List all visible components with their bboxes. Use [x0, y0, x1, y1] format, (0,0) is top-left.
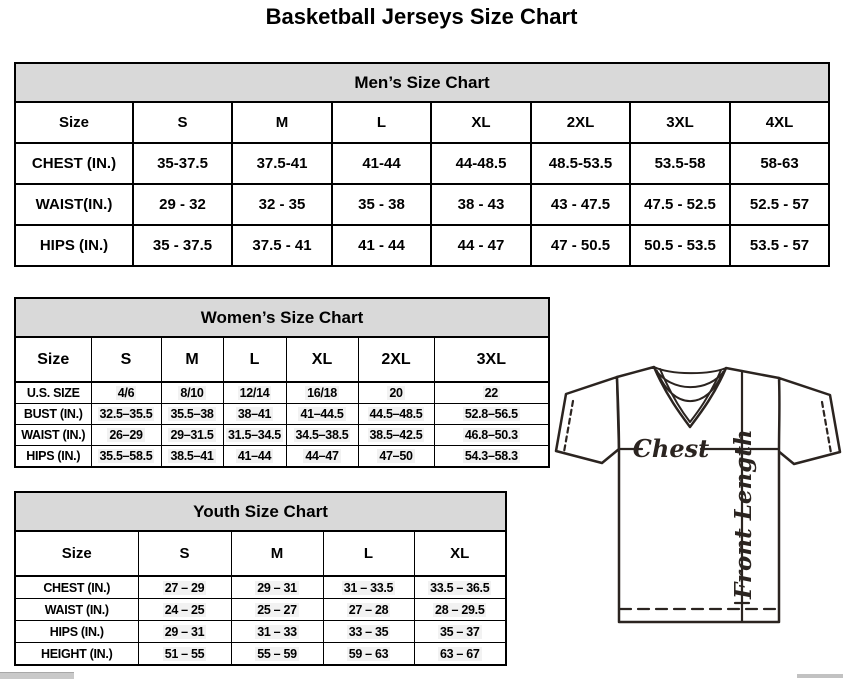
column-header: S — [138, 531, 231, 576]
size-value-cell: 46.8–50.3 — [434, 425, 549, 446]
size-value-cell: 12/14 — [223, 382, 286, 404]
youth-size-chart-table — [14, 491, 507, 666]
column-header: Size — [15, 337, 91, 382]
size-value-cell: 29 – 31 — [231, 576, 323, 599]
size-value-cell: 35-37.5 — [133, 143, 232, 184]
size-value-cell: 44 - 47 — [431, 225, 531, 266]
size-value-cell: 63 – 67 — [414, 643, 506, 666]
size-value-cell: 20 — [358, 382, 434, 404]
column-header: Size — [15, 531, 138, 576]
size-value-cell: 37.5 - 41 — [232, 225, 332, 266]
size-value-cell: 35 - 38 — [332, 184, 431, 225]
jersey-icon — [553, 359, 843, 651]
column-header: L — [223, 337, 286, 382]
size-value-cell: 53.5-58 — [630, 143, 730, 184]
column-header-row — [15, 531, 506, 576]
womens-size-chart-table — [14, 297, 550, 468]
row-label: HEIGHT (IN.) — [15, 643, 138, 666]
column-header: 2XL — [531, 102, 630, 143]
size-value-cell: 41-44 — [332, 143, 431, 184]
table-row — [15, 382, 549, 404]
column-header: S — [133, 102, 232, 143]
size-value-cell: 33 – 35 — [323, 621, 414, 643]
size-value-cell: 35.5–38 — [161, 404, 223, 425]
size-value-cell: 50.5 - 53.5 — [630, 225, 730, 266]
chest-label: Chest — [632, 434, 710, 463]
size-value-cell: 31.5–34.5 — [223, 425, 286, 446]
column-header-row — [15, 102, 829, 143]
column-header: L — [332, 102, 431, 143]
womens-table-title: Women’s Size Chart — [15, 298, 549, 337]
row-label: WAIST (IN.) — [15, 599, 138, 621]
size-value-cell: 16/18 — [286, 382, 358, 404]
size-value-cell: 54.3–58.3 — [434, 446, 549, 468]
size-value-cell: 47.5 - 52.5 — [630, 184, 730, 225]
size-value-cell: 58-63 — [730, 143, 829, 184]
scrollbar-fragment-right[interactable] — [797, 674, 843, 678]
mens-table-title: Men’s Size Chart — [15, 63, 829, 102]
size-value-cell: 43 - 47.5 — [531, 184, 630, 225]
size-value-cell: 22 — [434, 382, 549, 404]
table-title-row — [15, 298, 549, 337]
column-header: M — [161, 337, 223, 382]
table-row — [15, 643, 506, 666]
column-header: 2XL — [358, 337, 434, 382]
size-value-cell: 31 – 33 — [231, 621, 323, 643]
size-value-cell: 27 – 29 — [138, 576, 231, 599]
size-value-cell: 41 - 44 — [332, 225, 431, 266]
table-row — [15, 576, 506, 599]
youth-table-title: Youth Size Chart — [15, 492, 506, 531]
size-value-cell: 32.5–35.5 — [91, 404, 161, 425]
size-value-cell: 44-48.5 — [431, 143, 531, 184]
row-label: WAIST (IN.) — [15, 425, 91, 446]
size-value-cell: 4/6 — [91, 382, 161, 404]
size-value-cell: 44.5–48.5 — [358, 404, 434, 425]
column-header-row — [15, 337, 549, 382]
column-header: 3XL — [434, 337, 549, 382]
size-value-cell: 48.5-53.5 — [531, 143, 630, 184]
jersey-measurement-diagram — [553, 359, 843, 651]
row-label: WAIST(IN.) — [15, 184, 133, 225]
size-value-cell: 31 – 33.5 — [323, 576, 414, 599]
table-row — [15, 446, 549, 468]
table-title-row — [15, 63, 829, 102]
size-value-cell: 38.5–41 — [161, 446, 223, 468]
size-value-cell: 26–29 — [91, 425, 161, 446]
row-label: HIPS (IN.) — [15, 446, 91, 468]
column-header: S — [91, 337, 161, 382]
table-row — [15, 184, 829, 225]
size-value-cell: 37.5-41 — [232, 143, 332, 184]
table-row — [15, 425, 549, 446]
column-header: L — [323, 531, 414, 576]
size-value-cell: 55 – 59 — [231, 643, 323, 666]
column-header: XL — [286, 337, 358, 382]
size-value-cell: 29–31.5 — [161, 425, 223, 446]
size-value-cell: 47–50 — [358, 446, 434, 468]
front-length-label: Front Length — [730, 429, 757, 599]
size-value-cell: 52.8–56.5 — [434, 404, 549, 425]
table-row — [15, 599, 506, 621]
size-value-cell: 41–44.5 — [286, 404, 358, 425]
column-header: XL — [414, 531, 506, 576]
row-label: BUST (IN.) — [15, 404, 91, 425]
size-value-cell: 35.5–58.5 — [91, 446, 161, 468]
row-label: HIPS (IN.) — [15, 225, 133, 266]
table-row — [15, 621, 506, 643]
size-value-cell: 44–47 — [286, 446, 358, 468]
size-value-cell: 51 – 55 — [138, 643, 231, 666]
scrollbar-fragment-left[interactable] — [0, 672, 74, 679]
size-value-cell: 33.5 – 36.5 — [414, 576, 506, 599]
size-value-cell: 29 – 31 — [138, 621, 231, 643]
size-value-cell: 35 – 37 — [414, 621, 506, 643]
size-value-cell: 38.5–42.5 — [358, 425, 434, 446]
row-label: CHEST (IN.) — [15, 143, 133, 184]
size-value-cell: 59 – 63 — [323, 643, 414, 666]
size-value-cell: 35 - 37.5 — [133, 225, 232, 266]
size-value-cell: 38–41 — [223, 404, 286, 425]
size-value-cell: 25 – 27 — [231, 599, 323, 621]
column-header: 4XL — [730, 102, 829, 143]
size-value-cell: 47 - 50.5 — [531, 225, 630, 266]
table-row — [15, 143, 829, 184]
column-header: Size — [15, 102, 133, 143]
row-label: CHEST (IN.) — [15, 576, 138, 599]
table-row — [15, 404, 549, 425]
table-title-row — [15, 492, 506, 531]
size-value-cell: 29 - 32 — [133, 184, 232, 225]
size-value-cell: 52.5 - 57 — [730, 184, 829, 225]
size-value-cell: 27 – 28 — [323, 599, 414, 621]
size-value-cell: 28 – 29.5 — [414, 599, 506, 621]
column-header: M — [232, 102, 332, 143]
row-label: HIPS (IN.) — [15, 621, 138, 643]
column-header: M — [231, 531, 323, 576]
column-header: 3XL — [630, 102, 730, 143]
size-value-cell: 34.5–38.5 — [286, 425, 358, 446]
table-row — [15, 225, 829, 266]
size-value-cell: 41–44 — [223, 446, 286, 468]
size-value-cell: 53.5 - 57 — [730, 225, 829, 266]
mens-size-chart-table — [14, 62, 830, 267]
size-value-cell: 38 - 43 — [431, 184, 531, 225]
size-value-cell: 24 – 25 — [138, 599, 231, 621]
column-header: XL — [431, 102, 531, 143]
size-value-cell: 32 - 35 — [232, 184, 332, 225]
page-title: Basketball Jerseys Size Chart — [265, 4, 578, 29]
size-value-cell: 8/10 — [161, 382, 223, 404]
row-label: U.S. SIZE — [15, 382, 91, 404]
